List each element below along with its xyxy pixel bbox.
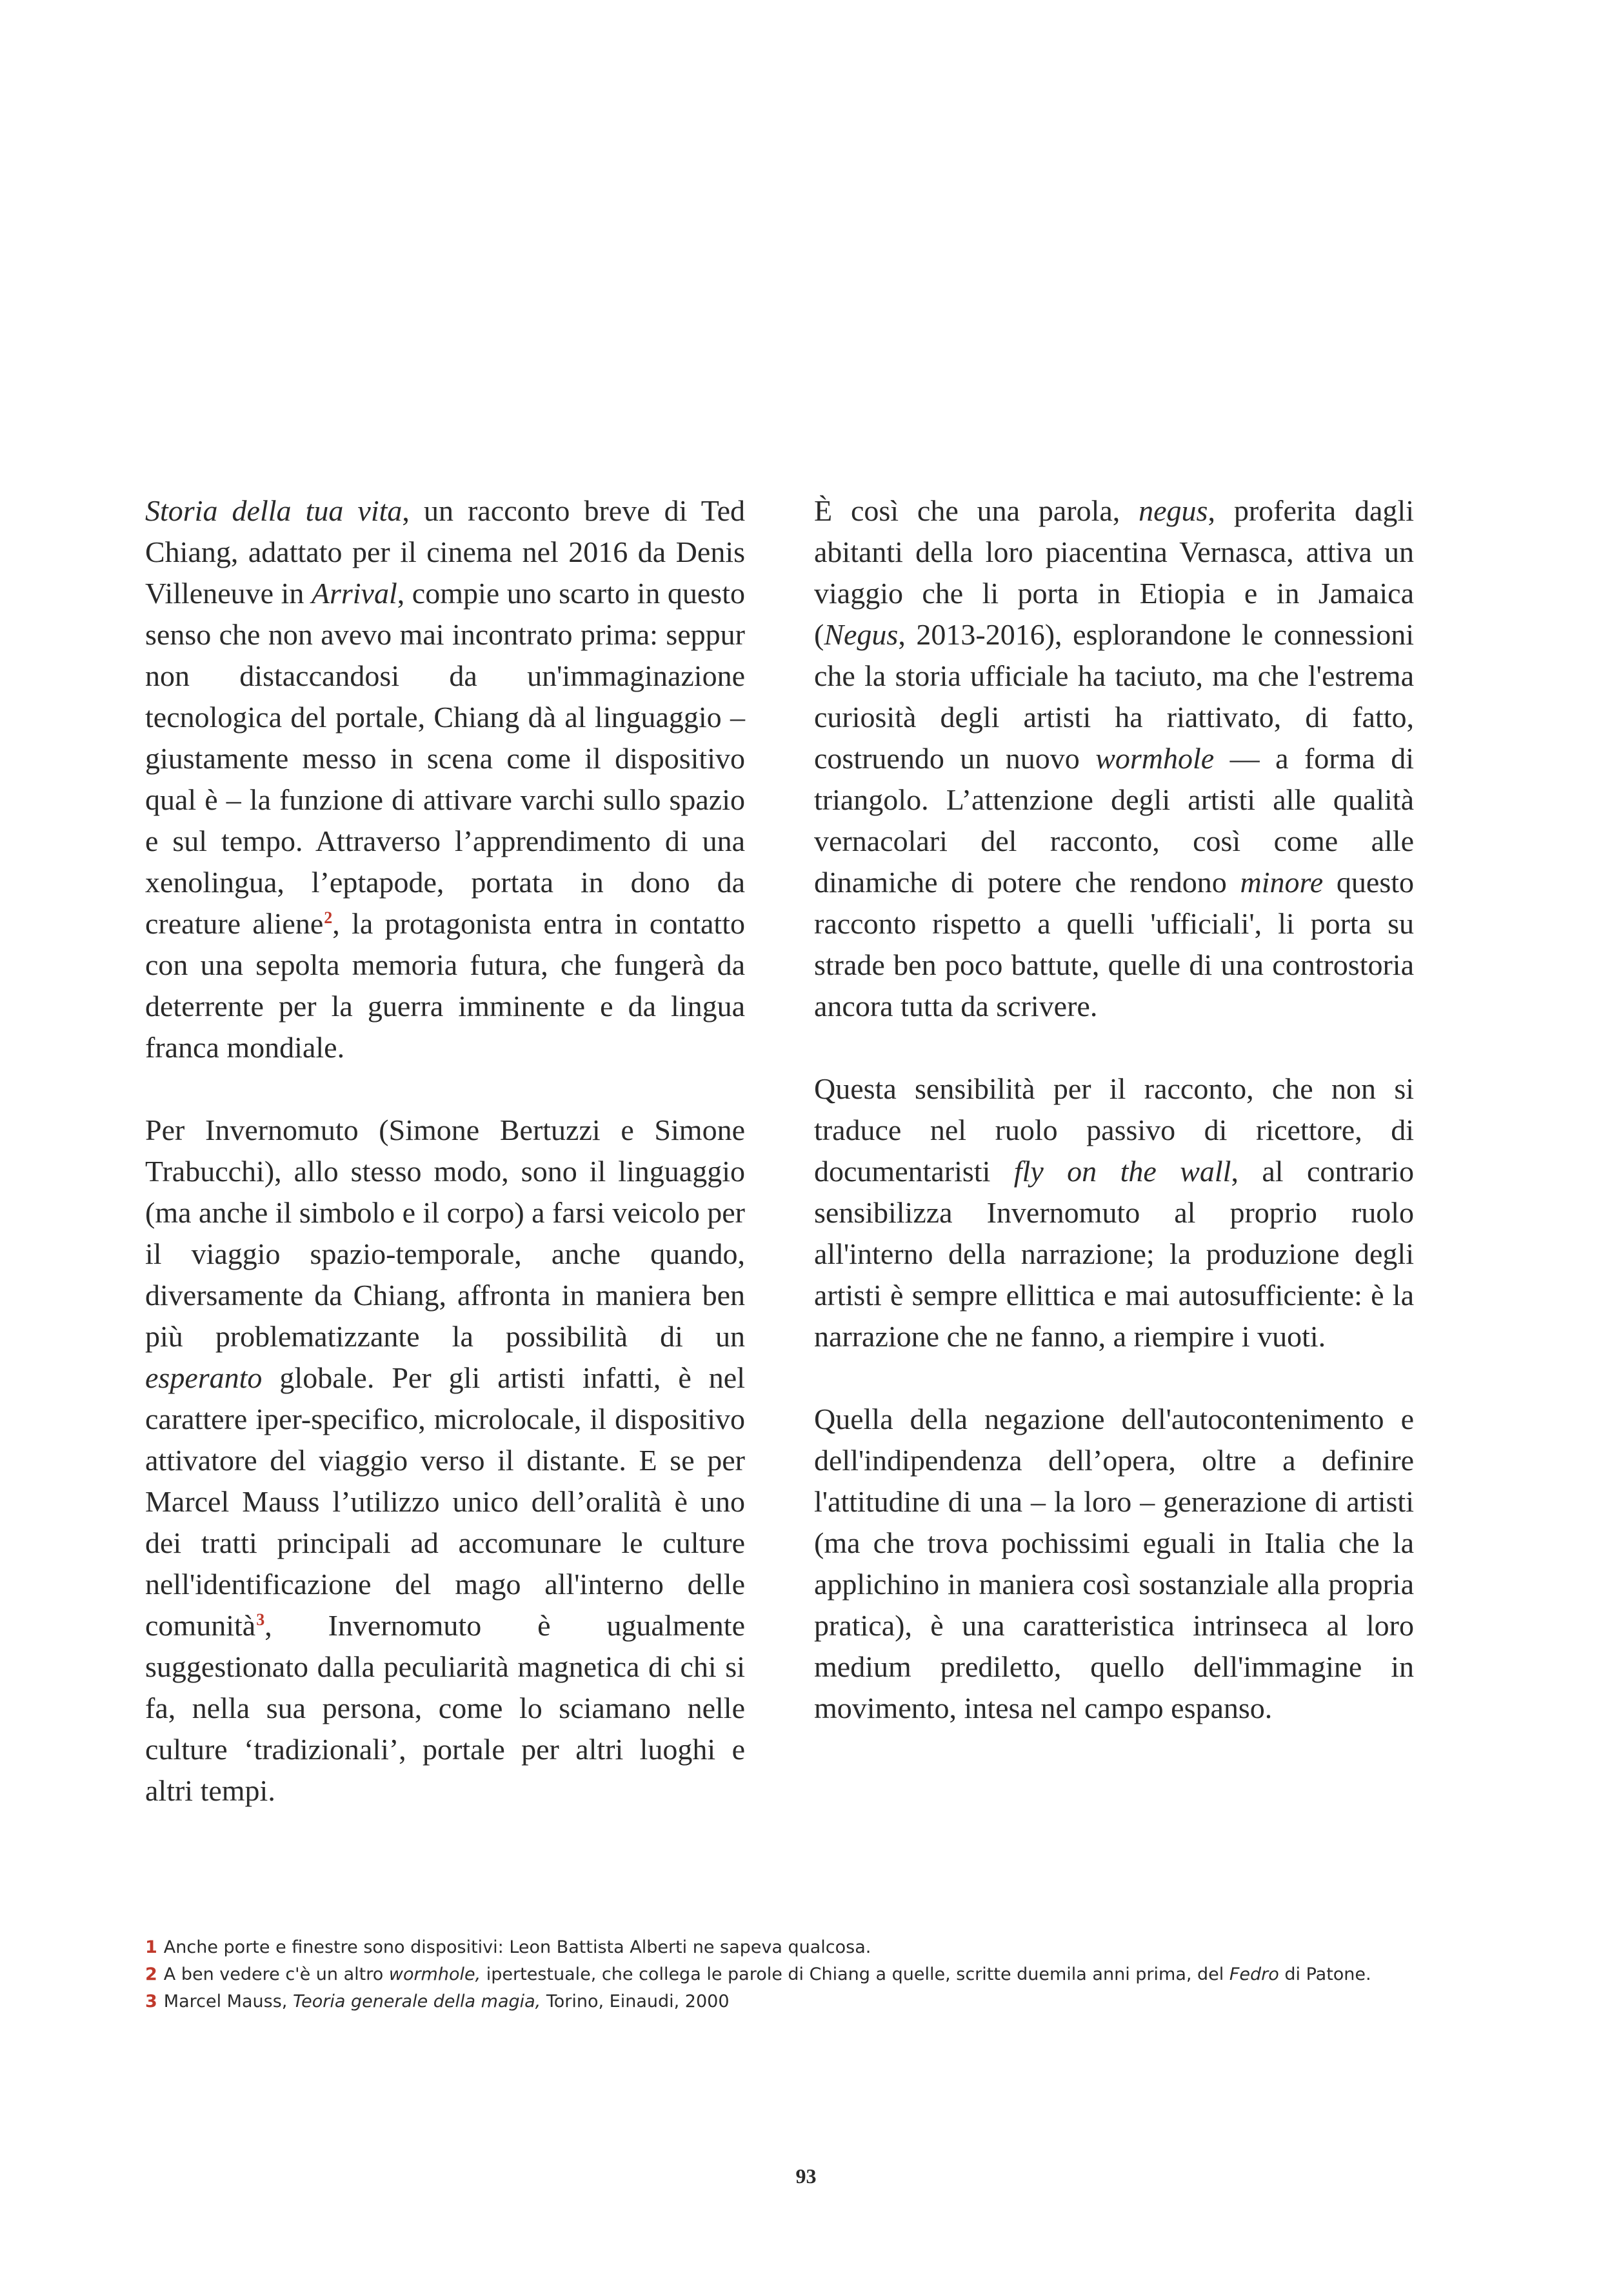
story-title: Storia della tua vita <box>145 494 403 527</box>
left-paragraph-1: Storia della tua vita, un racconto breve di Ted Chiang, adattato per il cinema nel 2016 da Denis Villeneuve in Arrival, compie uno scarto in questo senso che non avevo mai incontrato prima: seppur non distaccandosi da un'immaginazione tecnologica del portale, Chiang dà al linguaggio – giustamente messo in scena come il dispositivo qual è – la funzione di attivare varchi sullo spazio e sul tempo. Attraverso l’apprendimento di una xenolingua, l’eptapode, portata in dono da creature aliene$^2$, la protagonista entra in contatto con una sepolta memoria futura, che fungerà da deterrente per la guerra imminente e da lingua franca mondiale. <box>145 494 745 1064</box>
right-paragraph-2: Questa sensibilità per il racconto, che non si traduce nel ruolo passivo di ricettore, di documentaristi fly on the wall, al contrario sensibilizza Invernomuto al proprio ruolo all'interno della narrazione; la produzione degli artisti è sempre ellittica e mai autosufficiente: è la narrazione che ne fanno, a riempire i vuoti. <box>814 1072 1415 1353</box>
footnote-ref-3[interactable]: 3 <box>256 1610 265 1629</box>
footnotes <box>145 1934 1468 2015</box>
right-paragraph-3: Quella della negazione dell'autocontenimento e dell'indipendenza dell’opera, oltre a definire l'attitudine di una – la loro – generazione di artisti (ma che trova pochissimi eguali in Italia che la applichino in maniera così sostanziale alla propria pratica), è una caratteristica intrinseca al loro medium prediletto, quello dell'immagine in movimento, intesa nel campo espanso. <box>814 1403 1414 1724</box>
left-column <box>145 490 745 1812</box>
film-title: Arrival <box>311 577 397 610</box>
footnote-2: 2 A ben vedere c'è un altro wormhole, ipertestuale, che collega le parole di Chiang a quelle, scritte duemila anni prima, del Fedro di Patone. <box>145 1964 1371 1984</box>
right-paragraph-1: È così che una parola, negus, proferita dagli abitanti della loro piacentina Vernasca, attiva un viaggio che li porta in Etiopia e in Jamaica (Negus, 2013-2016), esplorandone le connessioni che la storia ufficiale ha taciuto, ma che l'estrema curiosità degli artisti ha riattivato, di fatto, costruendo un nuovo wormhole — a forma di triangolo. L’attenzione degli artisti alle qualità vernacolari del racconto, così come alle dinamiche di potere che rendono minore questo racconto rispetto a quelli 'ufficiali', li porta su strade ben poco battute, quelle di una controstoria ancora tutta da scrivere. <box>814 494 1415 1023</box>
footnote-number: 1 <box>145 1937 157 1957</box>
footnote-number: 3 <box>145 1992 157 2011</box>
footnote-ref-2[interactable]: 2 <box>324 908 333 927</box>
right-column <box>814 490 1414 1729</box>
footnote-3: 3 Marcel Mauss, Teoria generale della magia, Torino, Einaudi, 2000 <box>145 1992 730 2011</box>
footnote-number: 2 <box>145 1964 157 1984</box>
page-number: 93 <box>795 2164 817 2188</box>
footnote-1: 1 Anche porte e finestre sono dispositivi: Leon Battista Alberti ne sapeva qualcosa. <box>145 1937 871 1957</box>
left-paragraph-2: Per Invernomuto (Simone Bertuzzi e Simone Trabucchi), allo stesso modo, sono il linguaggio (ma anche il simbolo e il corpo) a farsi veicolo per il viaggio spazio-temporale, anche quando, diversamente da Chiang, affronta in maniera ben più problematizzante la possibilità di un esperanto globale. Per gli artisti infatti, è nel carattere iper-specifico, microlocale, il dispositivo attivatore del viaggio verso il distante. E se per Marcel Mauss l’utilizzo unico dell’oralità è uno dei tratti principali ad accomunare le culture nell'identificazione del mago all'interno delle comunità$^3$, Invernomuto è ugualmente suggestionato dalla peculiarità magnetica di chi si fa, nella sua persona, come lo sciamano nelle culture ‘tradizionali’, portale per altri luoghi e altri tempi. <box>145 1113 745 1807</box>
